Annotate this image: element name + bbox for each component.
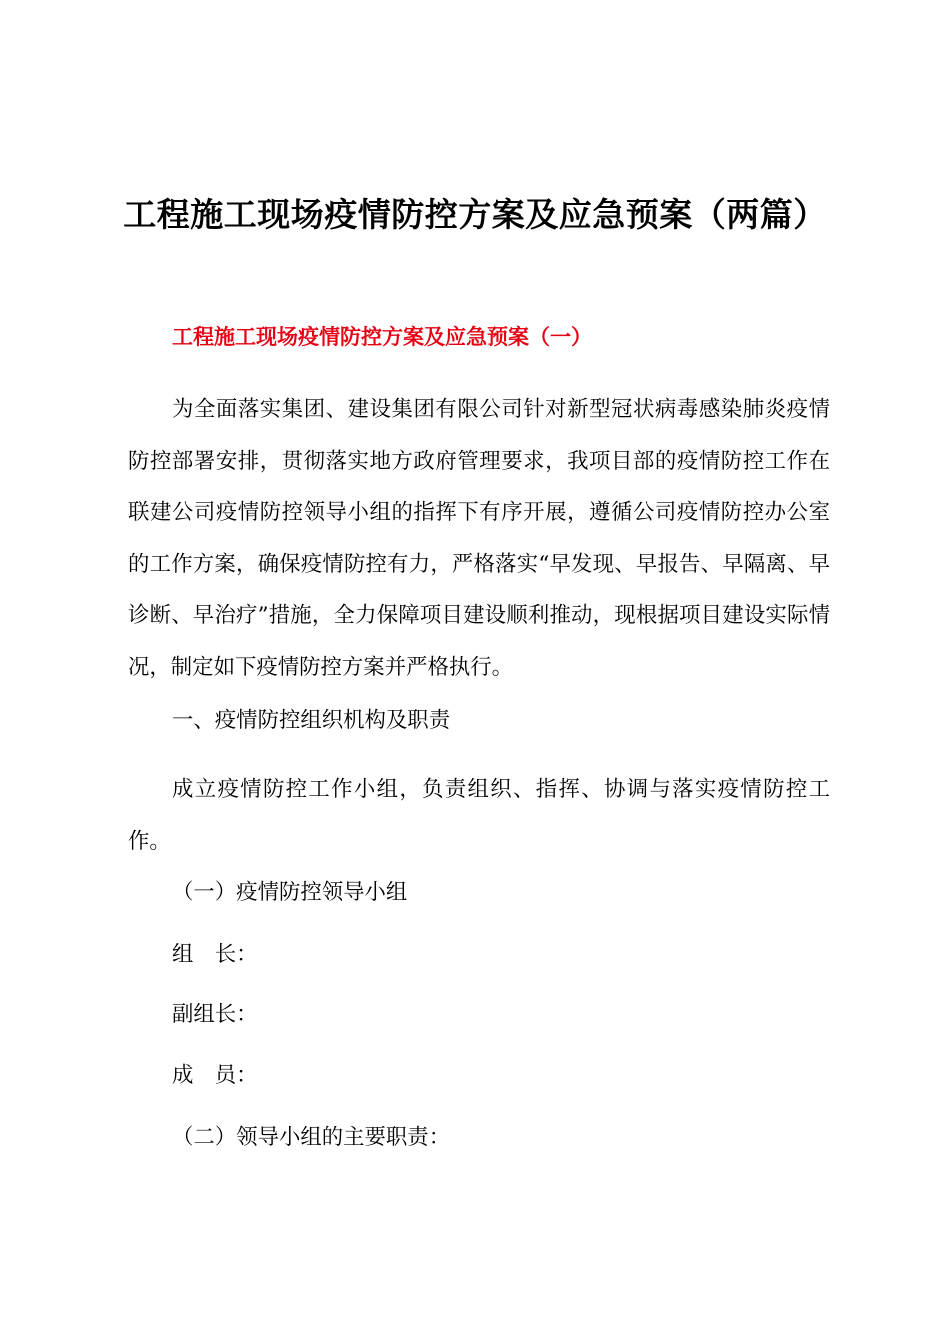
heading-organization: 一、疫情防控组织机构及职责 xyxy=(172,708,451,733)
document-title: 工程施工现场疫情防控方案及应急预案（两篇） xyxy=(123,195,827,234)
subheading-leadership-group: （一）疫情防控领导小组 xyxy=(172,880,408,905)
organization-paragraph: 成立疫情防控工作小组，负责组织、指挥、协调与落实疫情防控工作。 xyxy=(128,777,830,854)
section-title: 工程施工现场疫情防控方案及应急预案（一） xyxy=(172,324,592,349)
intro-paragraph: 为全面落实集团、建设集团有限公司针对新型冠状病毒感染肺炎疫情防控部署安排，贯彻落实地方政府管理要求，我项目部的疫情防控工作在联建公司疫情防控领导小组的指挥下有序开展，遵循公司疫情防控办公室的工作方案，确保疫情防控有力，严格落实“早发现、早报告、早隔离、早诊断、早治疗”措施，全力保障项目建设顺利推动，现根据项目建设实际情况，制定如下疫情防控方案并严格执行。 xyxy=(128,397,830,680)
deputy-leader-label: 副组长： xyxy=(172,1002,258,1027)
subheading-responsibilities: （二）领导小组的主要职责： xyxy=(172,1125,451,1150)
members-label: 成 员： xyxy=(172,1063,258,1088)
leader-label: 组 长： xyxy=(172,942,258,967)
